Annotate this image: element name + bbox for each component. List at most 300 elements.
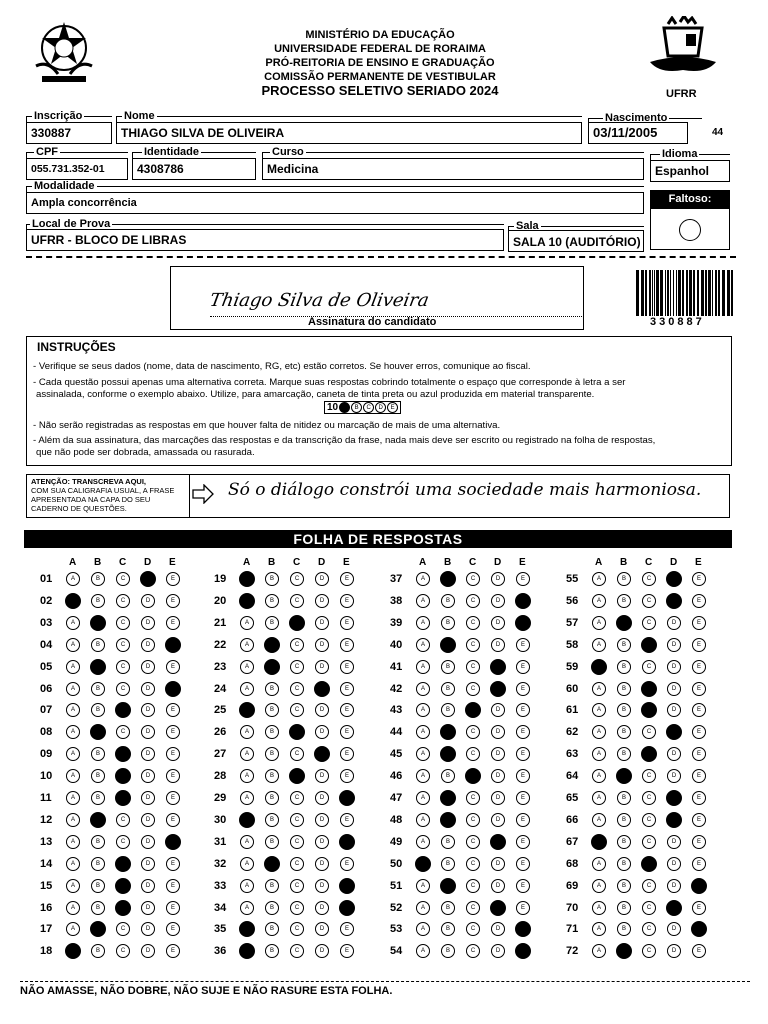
answer-bubble-e[interactable] [515, 921, 531, 937]
answer-bubble-a[interactable]: A [592, 769, 606, 783]
answer-bubble-c[interactable]: C [466, 638, 480, 652]
answer-bubble-e[interactable] [165, 681, 181, 697]
answer-bubble-c[interactable]: C [290, 594, 304, 608]
answer-bubble-c[interactable] [641, 856, 657, 872]
answer-bubble-d[interactable] [490, 659, 506, 675]
answer-bubble-c[interactable]: C [466, 901, 480, 915]
answer-bubble-b[interactable]: B [91, 638, 105, 652]
answer-bubble-a[interactable]: A [66, 572, 80, 586]
answer-bubble-c[interactable]: C [116, 922, 130, 936]
answer-bubble-a[interactable]: A [66, 616, 80, 630]
answer-bubble-d[interactable]: D [315, 725, 329, 739]
answer-bubble-b[interactable]: B [441, 944, 455, 958]
answer-bubble-c[interactable] [641, 746, 657, 762]
answer-bubble-e[interactable]: E [166, 901, 180, 915]
answer-bubble-c[interactable] [289, 615, 305, 631]
answer-bubble-a[interactable] [591, 834, 607, 850]
answer-bubble-a[interactable]: A [66, 901, 80, 915]
answer-bubble-a[interactable] [239, 571, 255, 587]
answer-bubble-b[interactable]: B [441, 682, 455, 696]
answer-bubble-b[interactable]: B [441, 769, 455, 783]
answer-bubble-a[interactable]: A [592, 922, 606, 936]
answer-bubble-d[interactable]: D [491, 725, 505, 739]
answer-bubble-c[interactable]: C [116, 572, 130, 586]
answer-bubble-e[interactable]: E [516, 747, 530, 761]
answer-bubble-e[interactable]: E [166, 725, 180, 739]
answer-bubble-e[interactable] [515, 593, 531, 609]
answer-bubble-b[interactable]: B [91, 857, 105, 871]
answer-bubble-b[interactable]: B [617, 879, 631, 893]
answer-bubble-d[interactable]: D [491, 616, 505, 630]
answer-bubble-b[interactable]: B [265, 901, 279, 915]
answer-bubble-b[interactable] [90, 659, 106, 675]
answer-bubble-b[interactable]: B [91, 682, 105, 696]
answer-bubble-d[interactable]: D [315, 703, 329, 717]
answer-bubble-b[interactable] [616, 615, 632, 631]
answer-bubble-a[interactable]: A [592, 725, 606, 739]
answer-bubble-e[interactable]: E [516, 572, 530, 586]
answer-bubble-d[interactable]: D [491, 703, 505, 717]
answer-bubble-d[interactable] [490, 681, 506, 697]
answer-bubble-c[interactable] [289, 724, 305, 740]
answer-bubble-a[interactable]: A [240, 879, 254, 893]
answer-bubble-b[interactable]: B [265, 682, 279, 696]
answer-bubble-a[interactable]: A [416, 616, 430, 630]
answer-bubble-d[interactable] [314, 681, 330, 697]
answer-bubble-e[interactable]: E [166, 791, 180, 805]
answer-bubble-b[interactable] [440, 878, 456, 894]
answer-bubble-e[interactable]: E [340, 660, 354, 674]
answer-bubble-a[interactable]: A [592, 879, 606, 893]
answer-bubble-e[interactable] [339, 834, 355, 850]
answer-bubble-a[interactable]: A [416, 682, 430, 696]
answer-bubble-a[interactable] [591, 659, 607, 675]
answer-bubble-c[interactable]: C [116, 660, 130, 674]
answer-bubble-c[interactable]: C [466, 660, 480, 674]
answer-bubble-d[interactable] [490, 834, 506, 850]
answer-bubble-e[interactable]: E [166, 813, 180, 827]
answer-bubble-d[interactable]: D [491, 572, 505, 586]
answer-bubble-a[interactable]: A [240, 901, 254, 915]
answer-bubble-d[interactable]: D [667, 616, 681, 630]
answer-bubble-a[interactable]: A [240, 638, 254, 652]
answer-bubble-b[interactable]: B [265, 703, 279, 717]
answer-bubble-a[interactable]: A [240, 616, 254, 630]
answer-bubble-c[interactable]: C [116, 813, 130, 827]
answer-bubble-c[interactable]: C [642, 594, 656, 608]
answer-bubble-c[interactable] [115, 878, 131, 894]
answer-bubble-c[interactable]: C [290, 682, 304, 696]
answer-bubble-a[interactable]: A [240, 857, 254, 871]
answer-bubble-d[interactable] [490, 900, 506, 916]
answer-bubble-a[interactable]: A [240, 769, 254, 783]
answer-bubble-a[interactable]: A [66, 922, 80, 936]
answer-bubble-c[interactable] [289, 768, 305, 784]
answer-bubble-d[interactable]: D [315, 901, 329, 915]
answer-bubble-c[interactable]: C [466, 835, 480, 849]
answer-bubble-d[interactable]: D [141, 879, 155, 893]
answer-bubble-e[interactable]: E [166, 857, 180, 871]
answer-bubble-a[interactable]: A [416, 944, 430, 958]
answer-bubble-d[interactable] [140, 571, 156, 587]
answer-bubble-c[interactable]: C [642, 616, 656, 630]
answer-bubble-a[interactable]: A [592, 791, 606, 805]
answer-bubble-e[interactable]: E [166, 879, 180, 893]
answer-bubble-e[interactable]: E [340, 769, 354, 783]
answer-bubble-c[interactable]: C [290, 857, 304, 871]
answer-bubble-c[interactable]: C [116, 725, 130, 739]
answer-bubble-a[interactable]: A [66, 725, 80, 739]
answer-bubble-a[interactable]: A [416, 922, 430, 936]
answer-bubble-e[interactable]: E [340, 813, 354, 827]
answer-bubble-e[interactable]: E [340, 725, 354, 739]
answer-bubble-c[interactable]: C [466, 616, 480, 630]
answer-bubble-b[interactable] [264, 659, 280, 675]
answer-bubble-a[interactable]: A [66, 879, 80, 893]
answer-bubble-c[interactable]: C [642, 944, 656, 958]
answer-bubble-a[interactable]: A [66, 813, 80, 827]
answer-bubble-d[interactable]: D [667, 835, 681, 849]
answer-bubble-d[interactable]: D [315, 835, 329, 849]
answer-bubble-e[interactable]: E [340, 703, 354, 717]
answer-bubble-d[interactable]: D [141, 747, 155, 761]
answer-bubble-c[interactable]: C [642, 813, 656, 827]
answer-bubble-e[interactable]: E [166, 616, 180, 630]
answer-bubble-c[interactable]: C [290, 660, 304, 674]
answer-bubble-b[interactable]: B [617, 835, 631, 849]
answer-bubble-c[interactable]: C [116, 638, 130, 652]
answer-bubble-b[interactable]: B [265, 572, 279, 586]
answer-bubble-a[interactable]: A [240, 725, 254, 739]
answer-bubble-c[interactable]: C [466, 682, 480, 696]
answer-bubble-b[interactable]: B [91, 901, 105, 915]
answer-bubble-e[interactable]: E [166, 922, 180, 936]
answer-bubble-e[interactable]: E [692, 616, 706, 630]
answer-bubble-a[interactable] [239, 921, 255, 937]
answer-bubble-e[interactable] [515, 943, 531, 959]
answer-bubble-e[interactable] [691, 921, 707, 937]
answer-bubble-d[interactable]: D [315, 879, 329, 893]
answer-bubble-c[interactable]: C [642, 572, 656, 586]
answer-bubble-b[interactable]: B [265, 879, 279, 893]
answer-bubble-a[interactable] [239, 812, 255, 828]
answer-bubble-d[interactable]: D [491, 769, 505, 783]
answer-bubble-d[interactable]: D [667, 857, 681, 871]
answer-bubble-c[interactable]: C [466, 747, 480, 761]
answer-bubble-c[interactable]: C [290, 747, 304, 761]
answer-bubble-b[interactable] [90, 921, 106, 937]
answer-bubble-d[interactable]: D [315, 616, 329, 630]
answer-bubble-c[interactable]: C [290, 791, 304, 805]
answer-bubble-d[interactable]: D [491, 594, 505, 608]
answer-bubble-d[interactable] [666, 571, 682, 587]
answer-bubble-c[interactable] [115, 702, 131, 718]
answer-bubble-a[interactable]: A [240, 682, 254, 696]
answer-bubble-b[interactable]: B [91, 791, 105, 805]
answer-bubble-c[interactable] [115, 790, 131, 806]
answer-bubble-d[interactable] [666, 812, 682, 828]
answer-bubble-b[interactable] [90, 724, 106, 740]
answer-bubble-b[interactable]: B [441, 616, 455, 630]
answer-bubble-a[interactable]: A [416, 791, 430, 805]
answer-bubble-d[interactable]: D [667, 747, 681, 761]
answer-bubble-a[interactable]: A [592, 682, 606, 696]
answer-bubble-c[interactable]: C [642, 835, 656, 849]
answer-bubble-b[interactable]: B [441, 594, 455, 608]
answer-bubble-e[interactable] [339, 790, 355, 806]
answer-bubble-b[interactable]: B [265, 747, 279, 761]
answer-bubble-e[interactable]: E [692, 594, 706, 608]
answer-bubble-a[interactable] [239, 702, 255, 718]
answer-bubble-c[interactable] [641, 637, 657, 653]
answer-bubble-a[interactable]: A [592, 747, 606, 761]
answer-bubble-a[interactable]: A [592, 572, 606, 586]
answer-bubble-c[interactable] [115, 900, 131, 916]
answer-bubble-a[interactable]: A [66, 660, 80, 674]
answer-bubble-b[interactable]: B [617, 572, 631, 586]
answer-bubble-b[interactable] [616, 768, 632, 784]
answer-bubble-d[interactable]: D [491, 879, 505, 893]
answer-bubble-b[interactable] [440, 746, 456, 762]
answer-bubble-e[interactable]: E [516, 769, 530, 783]
answer-bubble-b[interactable] [440, 724, 456, 740]
answer-bubble-d[interactable]: D [491, 813, 505, 827]
answer-bubble-c[interactable]: C [466, 594, 480, 608]
answer-bubble-b[interactable]: B [441, 660, 455, 674]
answer-bubble-e[interactable] [339, 878, 355, 894]
answer-bubble-d[interactable]: D [141, 813, 155, 827]
answer-bubble-c[interactable]: C [116, 594, 130, 608]
answer-bubble-a[interactable]: A [416, 813, 430, 827]
answer-bubble-a[interactable]: A [416, 879, 430, 893]
answer-bubble-c[interactable]: C [466, 725, 480, 739]
answer-bubble-a[interactable]: A [416, 594, 430, 608]
answer-bubble-b[interactable]: B [617, 747, 631, 761]
answer-bubble-c[interactable]: C [466, 813, 480, 827]
answer-bubble-c[interactable] [115, 768, 131, 784]
answer-bubble-a[interactable]: A [66, 835, 80, 849]
answer-bubble-e[interactable]: E [340, 944, 354, 958]
answer-bubble-d[interactable]: D [141, 901, 155, 915]
answer-bubble-b[interactable]: B [617, 857, 631, 871]
answer-bubble-e[interactable]: E [692, 572, 706, 586]
answer-bubble-e[interactable]: E [516, 901, 530, 915]
answer-bubble-a[interactable]: A [592, 638, 606, 652]
answer-bubble-c[interactable] [465, 768, 481, 784]
answer-bubble-e[interactable]: E [166, 747, 180, 761]
answer-bubble-a[interactable]: A [66, 703, 80, 717]
answer-bubble-a[interactable]: A [592, 857, 606, 871]
answer-bubble-c[interactable]: C [466, 572, 480, 586]
answer-bubble-d[interactable]: D [315, 813, 329, 827]
answer-bubble-d[interactable]: D [667, 682, 681, 696]
answer-bubble-b[interactable] [616, 943, 632, 959]
answer-bubble-a[interactable]: A [66, 747, 80, 761]
answer-bubble-e[interactable]: E [516, 660, 530, 674]
answer-bubble-d[interactable]: D [667, 879, 681, 893]
answer-bubble-a[interactable]: A [592, 616, 606, 630]
answer-bubble-d[interactable]: D [491, 857, 505, 871]
answer-bubble-c[interactable]: C [642, 901, 656, 915]
answer-bubble-c[interactable]: C [116, 835, 130, 849]
answer-bubble-e[interactable]: E [692, 703, 706, 717]
answer-bubble-c[interactable]: C [642, 769, 656, 783]
answer-bubble-e[interactable]: E [340, 922, 354, 936]
answer-bubble-e[interactable]: E [692, 638, 706, 652]
answer-bubble-b[interactable]: B [91, 879, 105, 893]
answer-bubble-b[interactable]: B [617, 638, 631, 652]
answer-bubble-b[interactable]: B [265, 813, 279, 827]
answer-bubble-b[interactable]: B [91, 835, 105, 849]
answer-bubble-e[interactable] [165, 834, 181, 850]
answer-bubble-d[interactable]: D [141, 725, 155, 739]
answer-bubble-d[interactable]: D [315, 638, 329, 652]
answer-bubble-c[interactable]: C [642, 879, 656, 893]
answer-bubble-a[interactable]: A [416, 901, 430, 915]
answer-bubble-b[interactable]: B [617, 682, 631, 696]
answer-bubble-d[interactable]: D [141, 660, 155, 674]
answer-bubble-c[interactable]: C [290, 835, 304, 849]
answer-bubble-b[interactable]: B [265, 922, 279, 936]
answer-bubble-b[interactable]: B [265, 944, 279, 958]
answer-bubble-d[interactable]: D [491, 922, 505, 936]
answer-bubble-b[interactable]: B [617, 901, 631, 915]
answer-bubble-d[interactable]: D [141, 922, 155, 936]
answer-bubble-c[interactable]: C [116, 616, 130, 630]
answer-bubble-e[interactable]: E [692, 857, 706, 871]
answer-bubble-e[interactable]: E [340, 857, 354, 871]
answer-bubble-a[interactable]: A [416, 703, 430, 717]
answer-bubble-a[interactable]: A [66, 682, 80, 696]
answer-bubble-c[interactable]: C [290, 944, 304, 958]
answer-bubble-a[interactable]: A [240, 791, 254, 805]
answer-bubble-c[interactable] [115, 746, 131, 762]
answer-bubble-b[interactable]: B [617, 660, 631, 674]
answer-bubble-e[interactable]: E [166, 703, 180, 717]
answer-bubble-e[interactable]: E [166, 944, 180, 958]
answer-bubble-e[interactable]: E [692, 725, 706, 739]
answer-bubble-d[interactable]: D [491, 944, 505, 958]
answer-bubble-e[interactable]: E [516, 725, 530, 739]
answer-bubble-e[interactable]: E [692, 747, 706, 761]
answer-bubble-a[interactable]: A [416, 747, 430, 761]
answer-bubble-b[interactable]: B [265, 616, 279, 630]
answer-bubble-b[interactable] [440, 571, 456, 587]
answer-bubble-c[interactable]: C [290, 922, 304, 936]
answer-bubble-d[interactable] [666, 593, 682, 609]
answer-bubble-d[interactable]: D [315, 769, 329, 783]
answer-bubble-c[interactable]: C [116, 944, 130, 958]
answer-bubble-b[interactable]: B [91, 703, 105, 717]
answer-bubble-d[interactable]: D [315, 791, 329, 805]
answer-bubble-d[interactable]: D [667, 660, 681, 674]
answer-bubble-a[interactable]: A [416, 638, 430, 652]
answer-bubble-c[interactable]: C [116, 682, 130, 696]
answer-bubble-d[interactable]: D [141, 769, 155, 783]
answer-bubble-b[interactable]: B [617, 813, 631, 827]
answer-bubble-e[interactable]: E [340, 572, 354, 586]
answer-bubble-c[interactable]: C [290, 901, 304, 915]
answer-bubble-d[interactable]: D [315, 572, 329, 586]
answer-bubble-b[interactable] [264, 856, 280, 872]
answer-bubble-e[interactable] [165, 637, 181, 653]
answer-bubble-c[interactable]: C [642, 922, 656, 936]
answer-bubble-e[interactable]: E [340, 638, 354, 652]
answer-bubble-b[interactable]: B [617, 725, 631, 739]
answer-bubble-a[interactable]: A [240, 660, 254, 674]
answer-bubble-e[interactable]: E [166, 572, 180, 586]
answer-bubble-d[interactable]: D [141, 791, 155, 805]
answer-bubble-d[interactable]: D [667, 922, 681, 936]
answer-bubble-e[interactable]: E [516, 638, 530, 652]
answer-bubble-b[interactable]: B [265, 835, 279, 849]
answer-bubble-d[interactable]: D [141, 835, 155, 849]
answer-bubble-b[interactable]: B [265, 725, 279, 739]
answer-bubble-b[interactable]: B [441, 835, 455, 849]
answer-bubble-b[interactable]: B [617, 922, 631, 936]
answer-bubble-b[interactable]: B [91, 769, 105, 783]
answer-bubble-d[interactable]: D [141, 682, 155, 696]
answer-bubble-d[interactable]: D [141, 616, 155, 630]
answer-bubble-e[interactable] [339, 900, 355, 916]
answer-bubble-d[interactable]: D [667, 703, 681, 717]
answer-bubble-d[interactable]: D [141, 638, 155, 652]
answer-bubble-c[interactable]: C [466, 857, 480, 871]
answer-bubble-a[interactable] [239, 593, 255, 609]
answer-bubble-e[interactable]: E [516, 682, 530, 696]
answer-bubble-e[interactable]: E [166, 594, 180, 608]
answer-bubble-b[interactable]: B [265, 769, 279, 783]
answer-bubble-d[interactable]: D [315, 922, 329, 936]
answer-bubble-d[interactable]: D [141, 944, 155, 958]
answer-bubble-b[interactable] [90, 812, 106, 828]
answer-bubble-b[interactable] [90, 615, 106, 631]
answer-bubble-b[interactable] [440, 790, 456, 806]
answer-bubble-b[interactable]: B [265, 791, 279, 805]
answer-bubble-c[interactable] [641, 702, 657, 718]
answer-bubble-e[interactable]: E [340, 747, 354, 761]
answer-bubble-d[interactable]: D [141, 857, 155, 871]
answer-bubble-e[interactable]: E [166, 769, 180, 783]
answer-bubble-a[interactable]: A [240, 747, 254, 761]
answer-bubble-d[interactable]: D [491, 791, 505, 805]
answer-bubble-d[interactable] [314, 746, 330, 762]
answer-bubble-a[interactable] [65, 943, 81, 959]
answer-bubble-e[interactable]: E [516, 791, 530, 805]
answer-bubble-b[interactable]: B [91, 944, 105, 958]
answer-bubble-d[interactable]: D [667, 769, 681, 783]
answer-bubble-e[interactable]: E [692, 682, 706, 696]
answer-bubble-c[interactable] [641, 681, 657, 697]
answer-bubble-b[interactable] [440, 812, 456, 828]
answer-bubble-a[interactable]: A [592, 901, 606, 915]
answer-bubble-a[interactable] [239, 943, 255, 959]
answer-bubble-a[interactable]: A [66, 769, 80, 783]
answer-bubble-d[interactable]: D [315, 857, 329, 871]
answer-bubble-d[interactable]: D [141, 594, 155, 608]
answer-bubble-c[interactable]: C [290, 638, 304, 652]
answer-bubble-c[interactable]: C [466, 944, 480, 958]
answer-bubble-e[interactable]: E [516, 857, 530, 871]
answer-bubble-d[interactable]: D [315, 660, 329, 674]
answer-bubble-a[interactable]: A [592, 703, 606, 717]
answer-bubble-c[interactable]: C [290, 703, 304, 717]
answer-bubble-b[interactable]: B [91, 594, 105, 608]
answer-bubble-e[interactable]: E [692, 769, 706, 783]
answer-bubble-e[interactable]: E [166, 660, 180, 674]
answer-bubble-d[interactable]: D [667, 638, 681, 652]
answer-bubble-c[interactable]: C [466, 791, 480, 805]
